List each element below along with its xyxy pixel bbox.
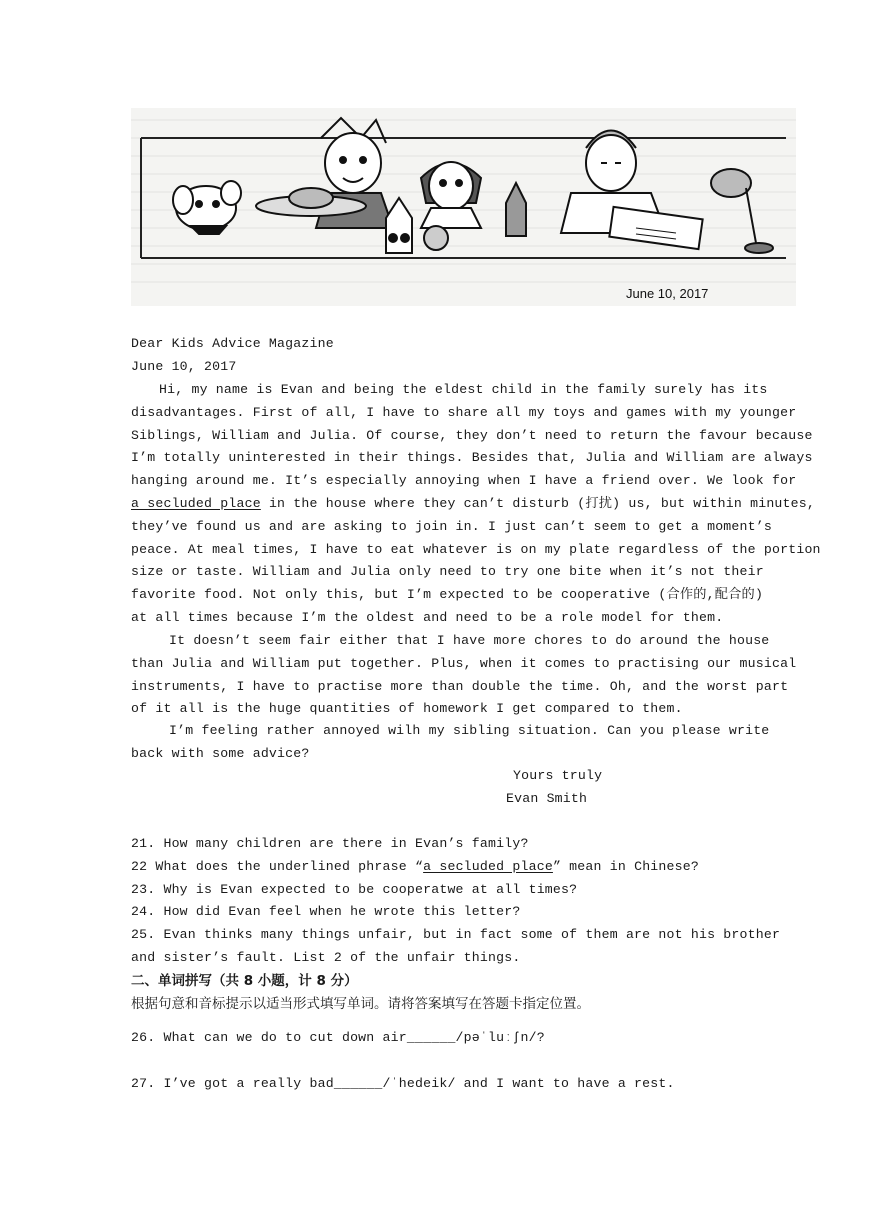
question-23: 23. Why is Evan expected to be cooperatwe at all times? bbox=[131, 881, 578, 897]
section-2-instruction: 根据句意和音标提示以适当形式填写单词。请将答案填写在答题卡指定位置。 bbox=[131, 995, 590, 1012]
letter-paragraph-1 bbox=[131, 379, 821, 630]
p1-line-9: size or taste. William and Julia only need to try one bite when it’s not their bbox=[131, 564, 764, 580]
p3-line-1: I’m feeling rather annoyed wilh my sibling situation. Can you please write bbox=[169, 723, 770, 738]
letter-paragraph-2 bbox=[131, 630, 797, 721]
q22-text-b: ” mean in Chinese? bbox=[552, 858, 699, 874]
question-25-line-1: 25. Evan thinks many things unfair, but in fact some of them are not his brother bbox=[131, 927, 781, 943]
section-2 bbox=[131, 970, 737, 1016]
p2-line-1: It doesn’t seem fair either that I have more chores to do around the house bbox=[169, 633, 770, 648]
letter-closing: Yours truly bbox=[513, 768, 603, 783]
greeting: Dear Kids Advice Magazine bbox=[131, 336, 334, 351]
p1-line-7: they’ve found us and are asking to join in. I just can’t seem to get a moment’s bbox=[131, 518, 772, 534]
letter-header bbox=[131, 333, 737, 379]
illustration-date: June 10, 2017 bbox=[626, 286, 709, 301]
question-26: 26. What can we do to cut down air______/pəˈluːʃn/? bbox=[131, 1030, 545, 1045]
p1-line-5: hanging around me. It’s especially annoying when I have a friend over. We look for bbox=[131, 473, 797, 489]
q22-text-a: 22 What does the underlined phrase “ bbox=[131, 858, 424, 874]
question-27: 27. I’ve got a really bad______/ˈhedeik/ and I want to have a rest. bbox=[131, 1076, 675, 1091]
p3-line-2: back with some advice? bbox=[131, 745, 310, 761]
p1-line-3: Siblings, William and Julia. Of course, they don’t need to return the favour because bbox=[131, 427, 813, 443]
p2-line-3: instruments, I have to practise more than double the time. Oh, and the worst part bbox=[131, 678, 789, 694]
p1-line-10: favorite food. Not only this, but I’m expected to be cooperative (合作的,配合的) bbox=[131, 587, 764, 603]
section-2-title: 二、单词拼写（共 8 小题，计 8 分） bbox=[131, 973, 358, 989]
p1-line-1: Hi, my name is Evan and being the eldest child in the family surely has its bbox=[159, 382, 768, 397]
question-25-line-2: and sister’s fault. List 2 of the unfair things. bbox=[131, 949, 521, 965]
p1-line-4: I’m totally uninterested in their things. Besides that, Julia and William are always bbox=[131, 450, 813, 466]
q22-underlined: a secluded place bbox=[423, 858, 553, 874]
p1-line-6-rest: in the house where they can’t disturb (打扰) us, but within minutes, bbox=[260, 495, 815, 511]
p2-line-2: than Julia and William put together. Plus, when it comes to practising our musical bbox=[131, 655, 797, 671]
question-24: 24. How did Evan feel when he wrote this letter? bbox=[131, 904, 521, 920]
p1-line-8: peace. At meal times, I have to eat whatever is on my plate regardless of the portion bbox=[131, 541, 821, 557]
question-21: 21. How many children are there in Evan’s family? bbox=[131, 836, 529, 851]
letter-illustration bbox=[131, 108, 796, 306]
letter-signature: Evan Smith bbox=[506, 791, 588, 806]
questions-block bbox=[131, 833, 781, 970]
p1-line-11: at all times because I’m the oldest and need to be a role model for them. bbox=[131, 609, 724, 625]
p1-line-2: disadvantages. First of all, I have to share all my toys and games with my younger bbox=[131, 404, 797, 420]
p2-line-4: of it all is the huge quantities of homework I get compared to them. bbox=[131, 701, 683, 717]
p1-line-6 bbox=[131, 493, 815, 516]
letter-paragraph-3 bbox=[131, 720, 770, 766]
letter-date: June 10, 2017 bbox=[131, 358, 237, 374]
underlined-phrase: a secluded place bbox=[131, 495, 261, 511]
question-22 bbox=[131, 856, 737, 879]
